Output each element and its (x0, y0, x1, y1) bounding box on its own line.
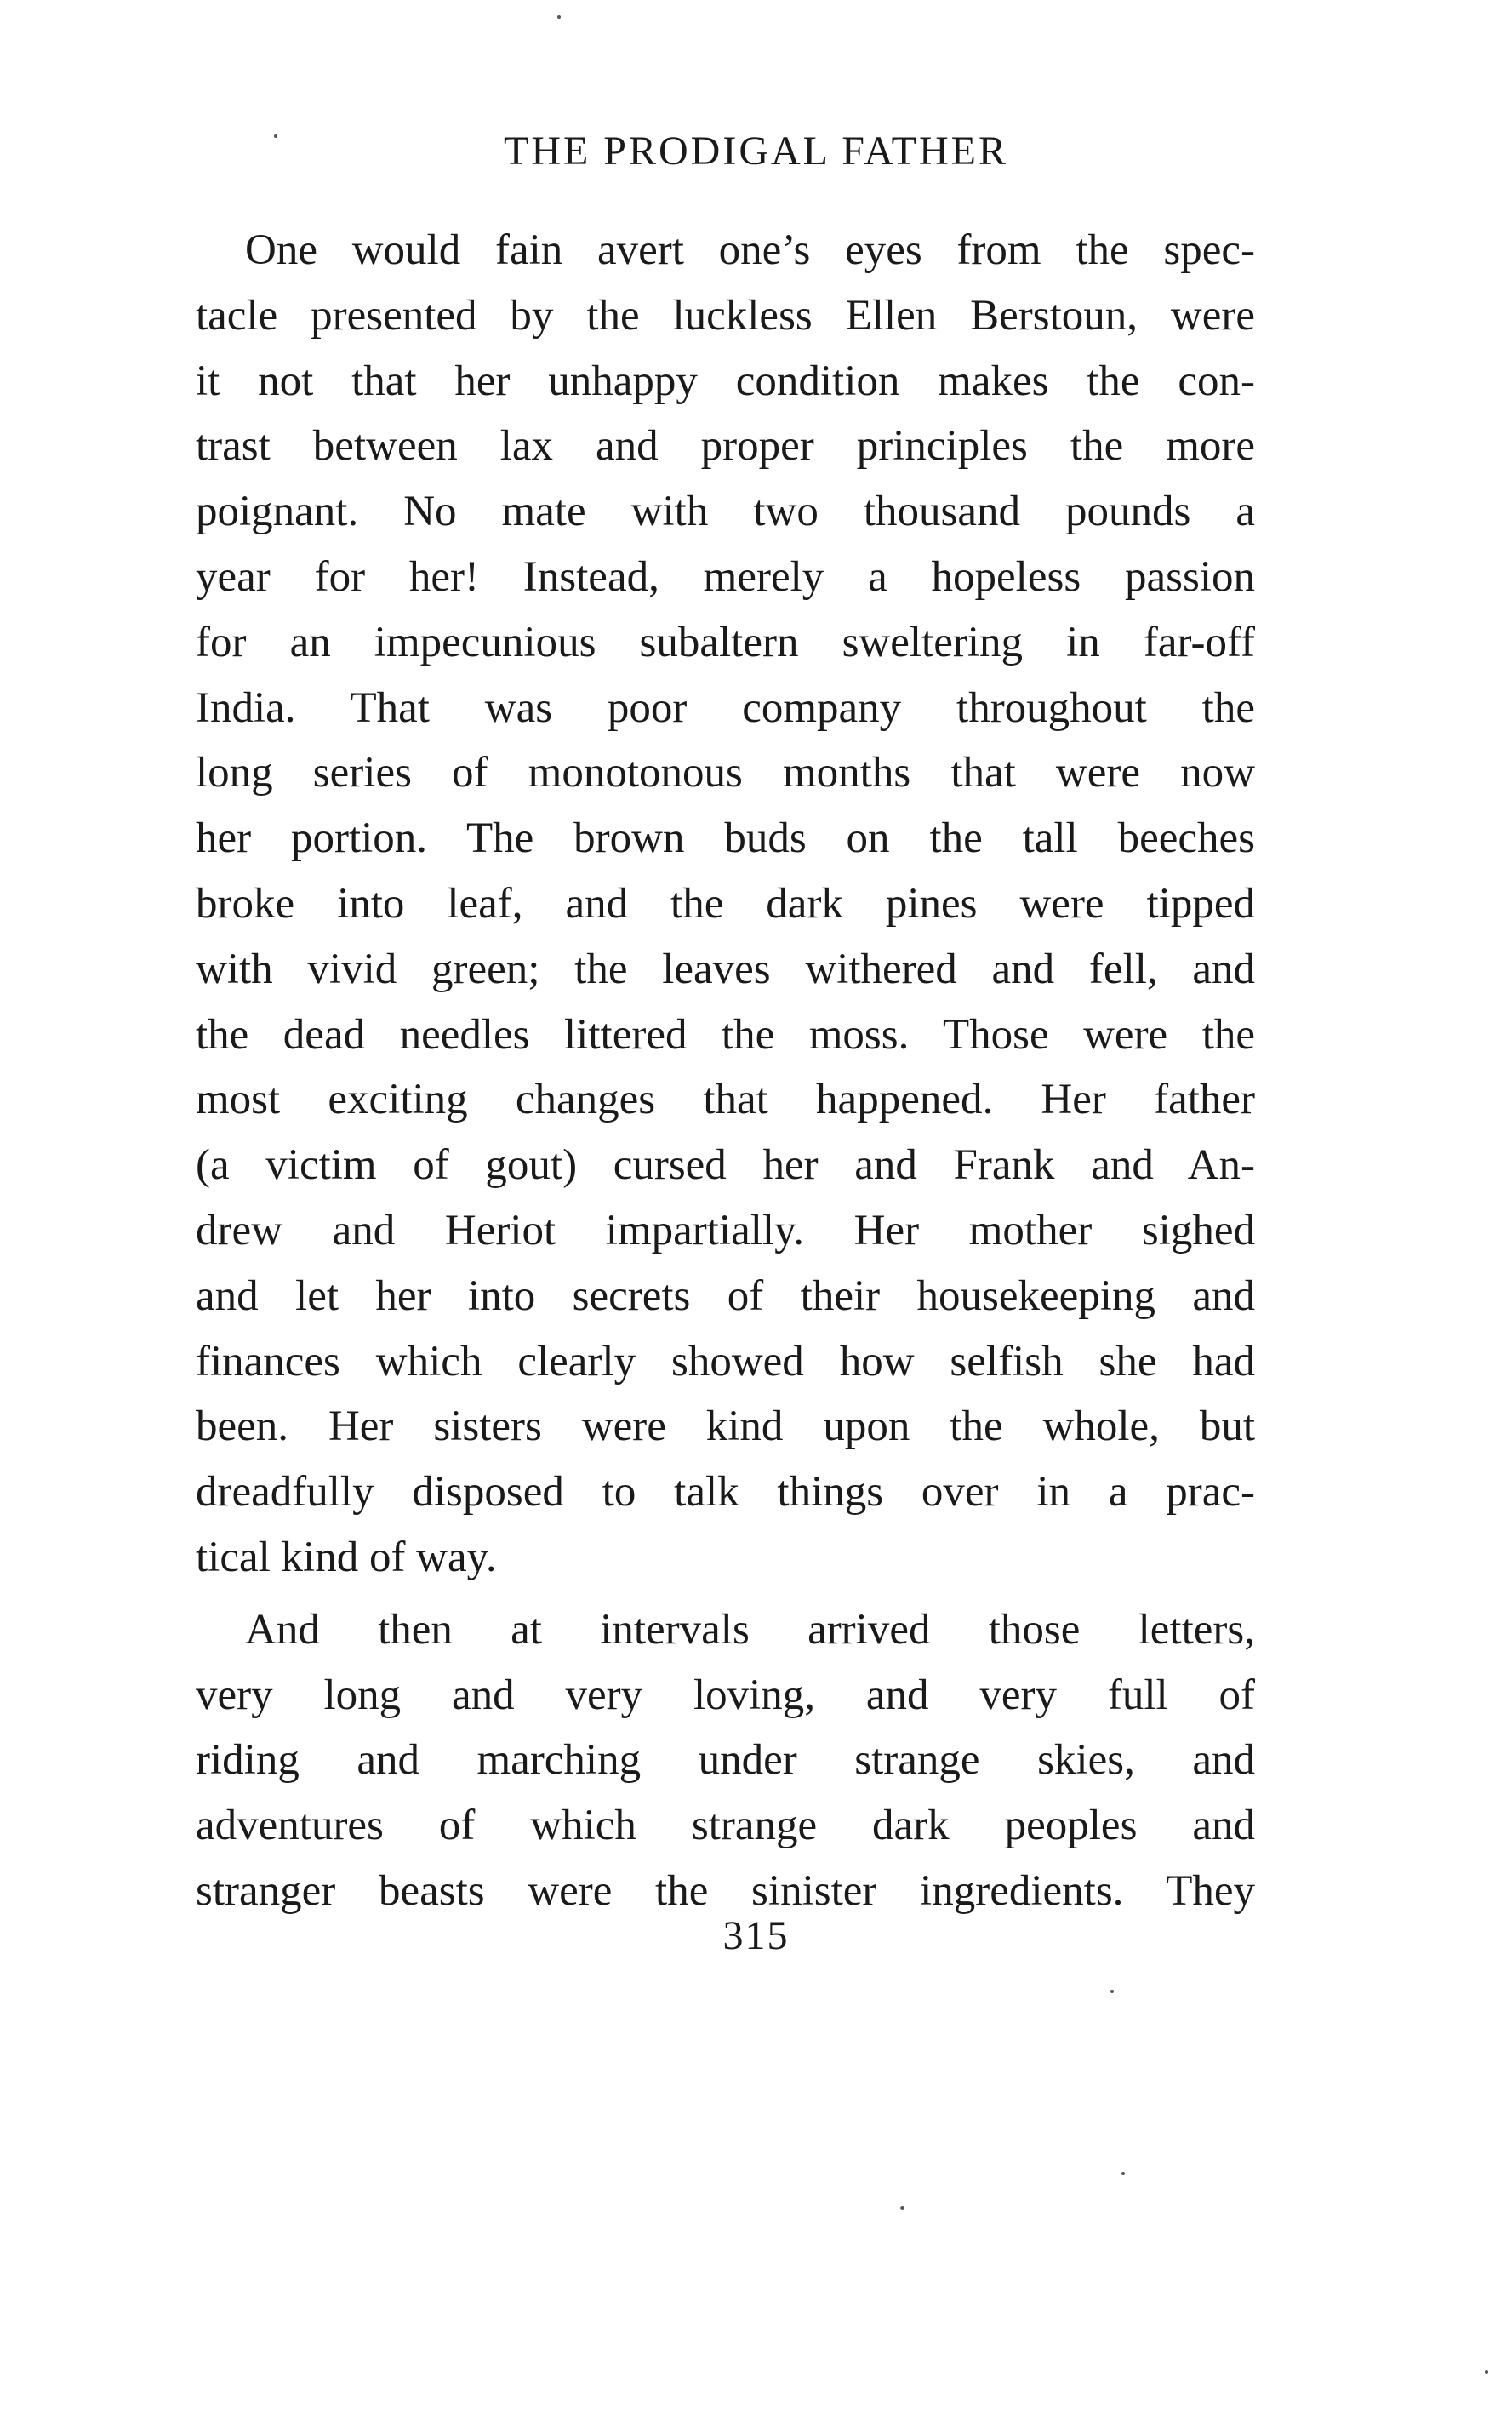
scan-speck (1110, 1990, 1114, 1993)
text-line: India. That was poor company throughout the (196, 683, 1255, 732)
text-line: trast between lax and proper principles the more (196, 422, 1255, 471)
text-line: for an impecunious subaltern sweltering in far-off (196, 618, 1255, 666)
text-line: tacle presented by the luckless Ellen Berstoun, were (196, 291, 1255, 340)
text-line: broke into leaf, and the dark pines were tipped (196, 879, 1255, 928)
paragraph-1 (196, 218, 1255, 1591)
text-line: it not that her unhappy condition makes the con- (196, 357, 1255, 405)
text-line: drew and Heriot impartially. Her mother sighed (196, 1206, 1255, 1254)
text-line: poignant. No mate with two thousand pounds a (196, 488, 1255, 536)
text-line: (a victim of gout) cursed her and Frank and An- (196, 1141, 1255, 1190)
text-line: her portion. The brown buds on the tall beeches (196, 814, 1255, 863)
text-line: the dead needles littered the moss. Those were the (196, 1010, 1255, 1059)
text-line: with vivid green; the leaves withered and fell, and (196, 945, 1255, 993)
text-line: been. Her sisters were kind upon the whole, but (196, 1403, 1255, 1451)
paragraph-2 (196, 1597, 1255, 1924)
text-line: stranger beasts were the sinister ingredients. They (196, 1866, 1255, 1915)
scan-speck (1121, 2172, 1125, 2175)
text-line: riding and marching under strange skies, and (196, 1736, 1255, 1785)
text-line: finances which clearly showed how selfish she had (196, 1337, 1255, 1385)
page-number: 315 (722, 1913, 790, 1958)
scan-speck (557, 15, 561, 19)
running-title: THE PRODIGAL FATHER (504, 129, 1008, 174)
text-line: year for her! Instead, merely a hopeless passion (196, 552, 1255, 601)
text-line: and let her into secrets of their housekeeping and (196, 1271, 1255, 1320)
text-line: long series of monotonous months that were now (196, 749, 1255, 797)
text-line: very long and very loving, and very full of (196, 1671, 1255, 1719)
text-line: tical kind of way. (196, 1533, 497, 1581)
scan-speck (1485, 2370, 1488, 2374)
text-line: One would fain avert one’s eyes from the spec- (245, 226, 1255, 274)
scan-speck (274, 134, 277, 138)
text-line: And then at intervals arrived those letters, (245, 1605, 1255, 1654)
text-line: most exciting changes that happened. Her father (196, 1076, 1255, 1124)
text-line: dreadfully disposed to talk things over in a prac- (196, 1468, 1255, 1517)
page-body (196, 218, 1255, 1924)
scan-speck (900, 2206, 904, 2210)
text-line: adventures of which strange dark peoples and (196, 1802, 1255, 1850)
